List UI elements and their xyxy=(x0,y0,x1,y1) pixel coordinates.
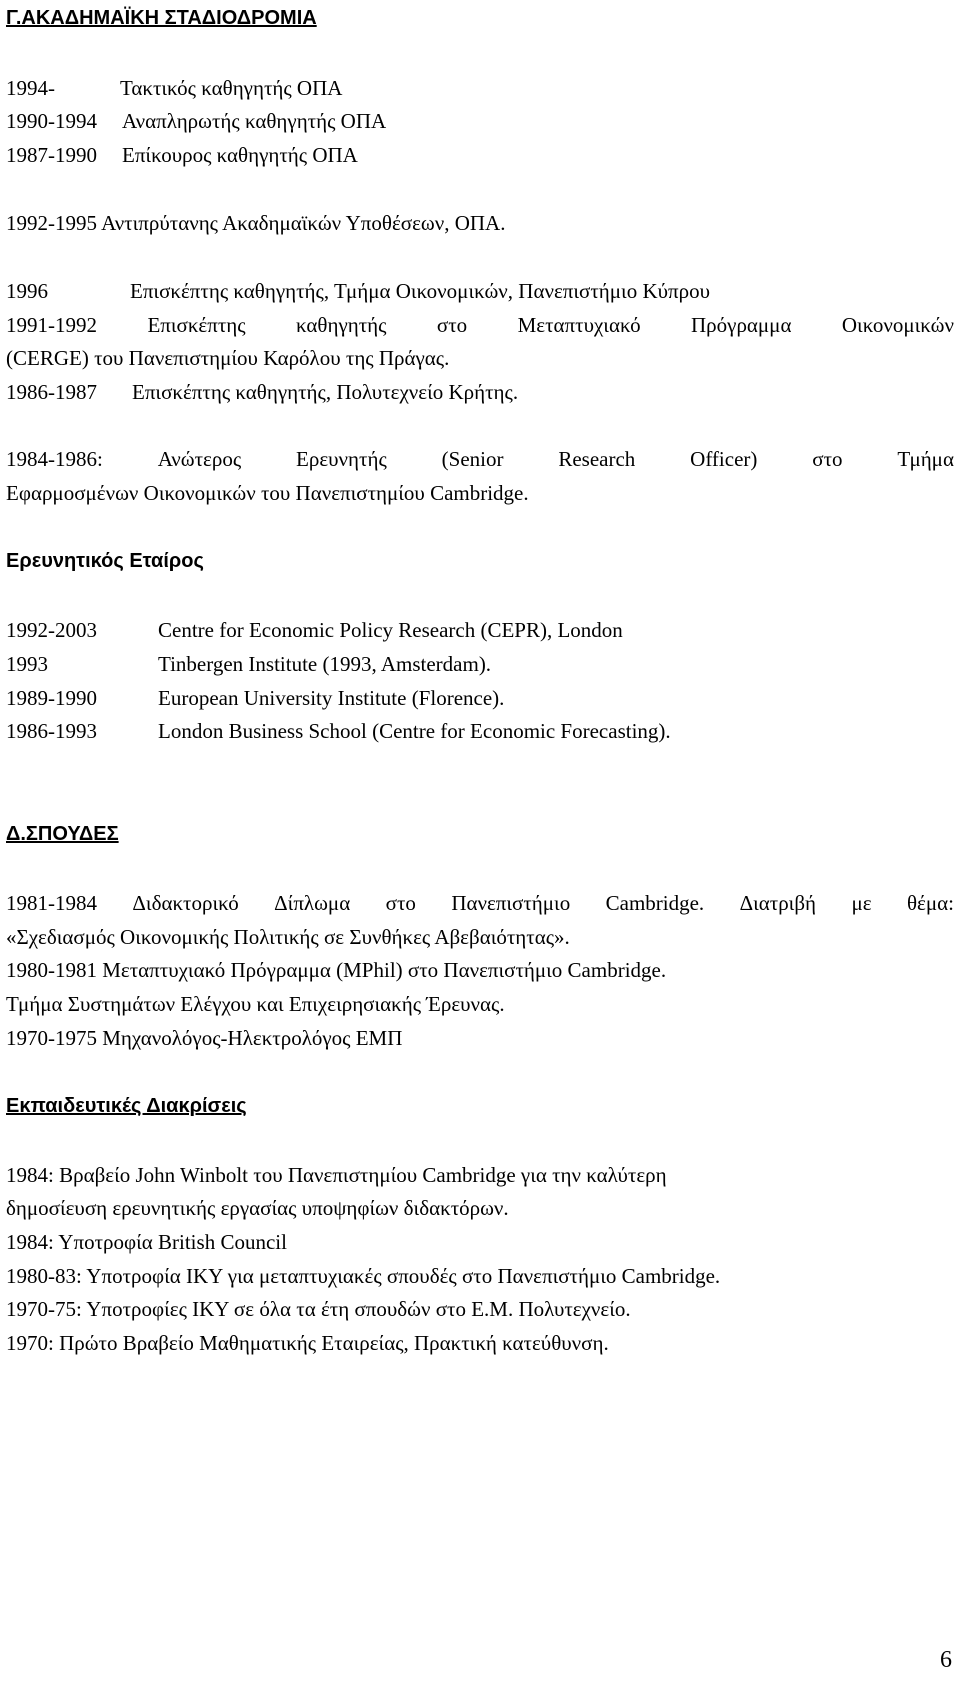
word: θέμα: xyxy=(906,891,954,915)
word: Τμήμα xyxy=(897,447,954,471)
word: 1984-1986: xyxy=(6,447,103,471)
position-years: 1990-1994 xyxy=(6,109,97,133)
word: 1981-1984 xyxy=(6,891,97,915)
mphil-dept-line: Τμήμα Συστημάτων Ελέγχου και Επιχειρησιακής Έρευνας. xyxy=(6,992,505,1016)
word: Επισκέπτης xyxy=(147,313,246,337)
section-heading-studies: Δ.ΣΠΟΥΔΕΣ xyxy=(6,823,119,845)
page-number: 6 xyxy=(940,1647,952,1673)
award-line: 1970: Πρώτο Βραβείο Μαθηματικής Εταιρείας, Πρακτική κατεύθυνση. xyxy=(6,1331,609,1355)
word: Οικονομικών xyxy=(841,313,954,337)
visiting-1986-years: 1986-1987 xyxy=(6,380,97,404)
phd-thesis-title: «Σχεδιασμός Οικονομικής Πολιτικής σε Συνθήκες Αβεβαιότητας». xyxy=(6,925,570,949)
senior-research-line xyxy=(6,449,954,470)
fellow-years: 1993 xyxy=(6,652,48,676)
word: Διατριβή xyxy=(739,891,817,915)
fellow-years: 1992-2003 xyxy=(6,618,97,642)
award-line: 1980-83: Υποτροφία ΙΚΥ για μεταπτυχιακές σπουδές στο Πανεπιστήμιο Cambridge. xyxy=(6,1264,721,1288)
fellow-institution: London Business School (Centre for Economic Forecasting). xyxy=(158,719,671,743)
award-line: 1984: Υποτροφία British Council xyxy=(6,1230,287,1254)
vice-rector-line: 1992-1995 Αντιπρύτανης Ακαδημαϊκών Υποθέσεων, ΟΠΑ. xyxy=(6,211,506,235)
fellow-institution: Tinbergen Institute (1993, Amsterdam). xyxy=(158,652,492,676)
award-line: 1984: Βραβείο John Winbolt του Πανεπιστημίου Cambridge για την καλύτερη xyxy=(6,1163,667,1187)
award-line: 1970-75: Υποτροφίες ΙΚΥ σε όλα τα έτη σπουδών στο Ε.Μ. Πολυτεχνείο. xyxy=(6,1297,631,1321)
word: Δίπλωμα xyxy=(274,891,351,915)
word: Ανώτερος xyxy=(157,447,242,471)
word: με xyxy=(851,891,872,915)
word: Διδακτορικό xyxy=(132,891,239,915)
position-title: Τακτικός καθηγητής ΟΠΑ xyxy=(120,76,343,100)
fellow-institution: Centre for Economic Policy Research (CEPR), London xyxy=(158,618,623,642)
visiting-1996-text: Επισκέπτης καθηγητής, Τμήμα Οικονομικών, Πανεπιστήμιο Κύπρου xyxy=(130,279,710,303)
word: 1991-1992 xyxy=(6,313,97,337)
section-heading-academic-career: Γ.ΑΚΑΔΗΜΑΪΚΗ ΣΤΑΔΙΟΔΡΟΜΙΑ xyxy=(6,7,317,29)
word: Μεταπτυχιακό xyxy=(517,313,641,337)
word: Πρόγραμμα xyxy=(691,313,792,337)
word: (Senior xyxy=(441,447,504,471)
visiting-1991-line xyxy=(6,315,954,336)
word: στο xyxy=(436,313,468,337)
visiting-1986-text: Επισκέπτης καθηγητής, Πολυτεχνείο Κρήτης. xyxy=(132,380,519,404)
fellow-years: 1989-1990 xyxy=(6,686,97,710)
emp-line: 1970-1975 Μηχανολόγος-Ηλεκτρολόγος ΕΜΠ xyxy=(6,1026,403,1050)
phd-line xyxy=(6,893,954,914)
word: καθηγητής xyxy=(296,313,387,337)
word: στο xyxy=(812,447,843,471)
position-years: 1987-1990 xyxy=(6,143,97,167)
awards-heading: Εκπαιδευτικές Διακρίσεις xyxy=(6,1095,247,1117)
position-title: Αναπληρωτής καθηγητής ΟΠΑ xyxy=(122,109,387,133)
fellow-institution: European University Institute (Florence). xyxy=(158,686,505,710)
award-line: δημοσίευση ερευνητικής εργασίας υποψηφίων διδακτόρων. xyxy=(6,1196,509,1220)
word: Officer) xyxy=(690,447,758,471)
word: Research xyxy=(558,447,636,471)
fellow-years: 1986-1993 xyxy=(6,719,97,743)
mphil-line: 1980-1981 Μεταπτυχιακό Πρόγραμμα (MPhil) στο Πανεπιστήμιο Cambridge. xyxy=(6,958,667,982)
word: Cambridge. xyxy=(605,891,705,915)
position-years: 1994- xyxy=(6,76,55,100)
senior-research-cont: Εφαρμοσμένων Οικονομικών του Πανεπιστημίου Cambridge. xyxy=(6,481,529,505)
position-title: Επίκουρος καθηγητής ΟΠΑ xyxy=(122,143,358,167)
visiting-1991-cont: (CERGE) του Πανεπιστημίου Καρόλου της Πράγας. xyxy=(6,346,450,370)
word: στο xyxy=(385,891,416,915)
word: Ερευνητής xyxy=(296,447,387,471)
word: Πανεπιστήμιο xyxy=(451,891,571,915)
visiting-1996-years: 1996 xyxy=(6,279,48,303)
research-fellow-heading: Ερευνητικός Εταίρος xyxy=(6,550,204,572)
